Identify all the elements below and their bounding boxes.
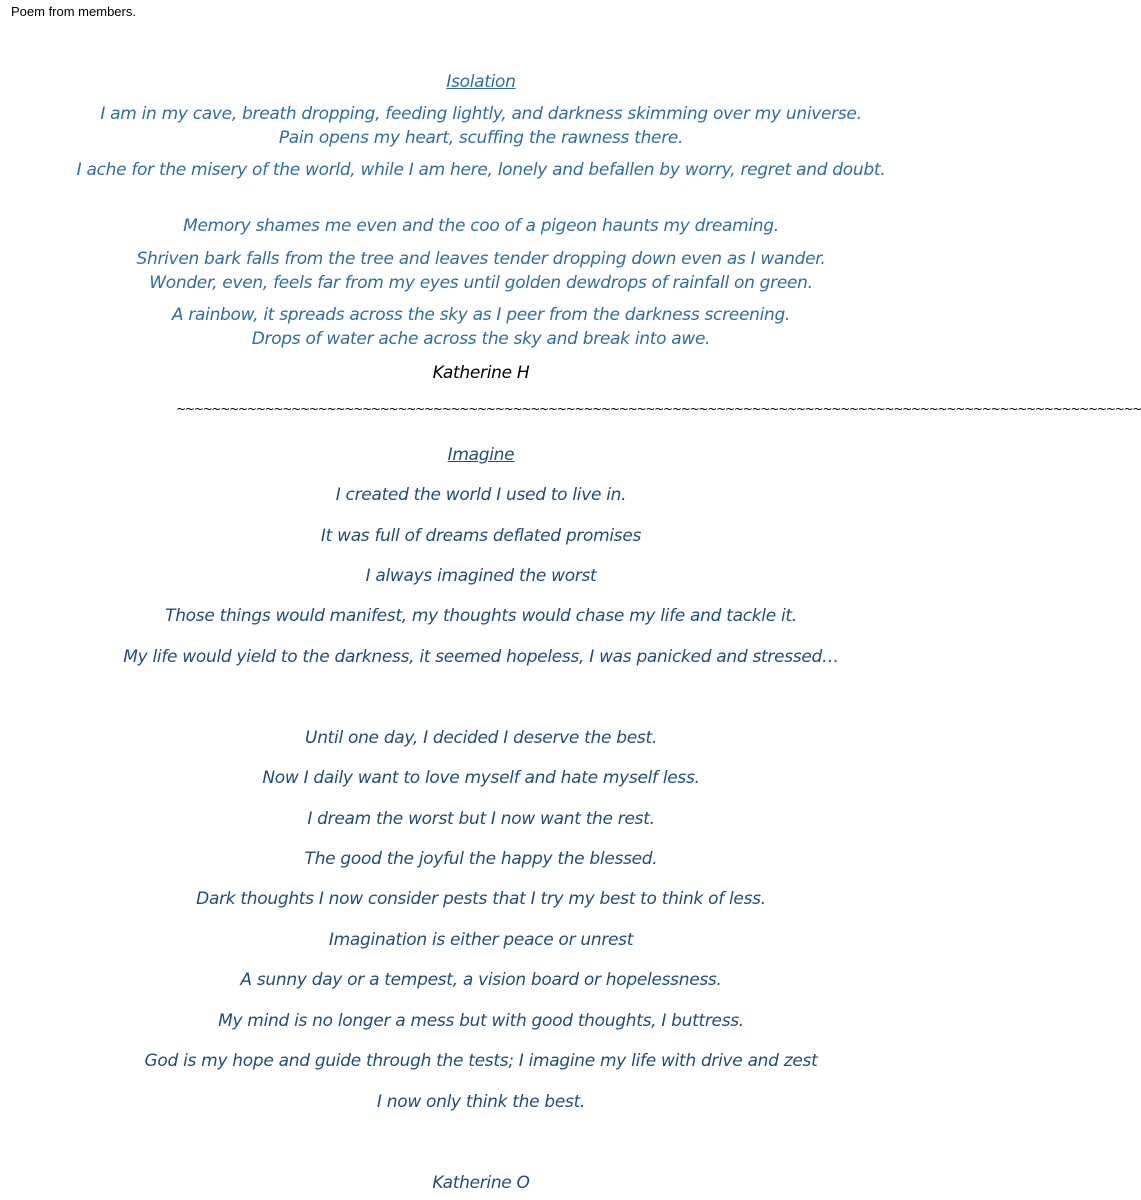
poem-line: Pain opens my heart, scuffing the rawness there. bbox=[278, 128, 684, 148]
poem-author: Katherine O bbox=[432, 1173, 530, 1193]
poem-line: Until one day, I decided I deserve the best. bbox=[305, 728, 657, 748]
poem-line: A sunny day or a tempest, a vision board or hopelessness. bbox=[240, 970, 722, 990]
poem-line: The good the joyful the happy the blessed. bbox=[304, 849, 658, 869]
poem-line: God is my hope and guide through the tests; I imagine my life with drive and zest bbox=[144, 1051, 818, 1071]
poem-title: Isolation bbox=[446, 72, 516, 92]
poem-line: I dream the worst but I now want the rest. bbox=[307, 809, 655, 829]
poem-title: Imagine bbox=[447, 445, 515, 465]
page-header: Poem from members. bbox=[11, 4, 136, 19]
poem-line: Dark thoughts I now consider pests that I try my best to think of less. bbox=[196, 889, 766, 909]
poem-line: A rainbow, it spreads across the sky as I peer from the darkness screening. bbox=[171, 305, 791, 325]
poem-line: Drops of water ache across the sky and break into awe. bbox=[251, 329, 711, 349]
poem-line: Imagination is either peace or unrest bbox=[328, 930, 634, 950]
poem-line: Memory shames me even and the coo of a pigeon haunts my dreaming. bbox=[183, 216, 779, 236]
poem-line: I created the world I used to live in. bbox=[335, 485, 627, 505]
poem-line: It was full of dreams deflated promises bbox=[320, 526, 642, 546]
poem-line: Shriven bark falls from the tree and leaves tender dropping down even as I wander. bbox=[136, 249, 826, 269]
poem-line: I always imagined the worst bbox=[365, 566, 597, 586]
poem-line: Now I daily want to love myself and hate myself less. bbox=[262, 768, 700, 788]
poem-line: Those things would manifest, my thoughts would chase my life and tackle it. bbox=[165, 606, 797, 626]
divider: ~~~~~~~~~~~~~~~~~~~~~~~~~~~~~~~~~~~~~~~~~~~~~~~~~~~~~~~~~~~~~~~~~~~~~~~~~~~~~~~~~~~~~~~~~~~~~~~~~~~~~~~~~~~~~ bbox=[176, 402, 1141, 416]
poem-line: I now only think the best. bbox=[376, 1092, 586, 1112]
poem-line: I ache for the misery of the world, while I am here, lonely and befallen by worry, regret and doubt. bbox=[76, 160, 886, 180]
poem-line: I am in my cave, breath dropping, feeding lightly, and darkness skimming over my universe. bbox=[100, 104, 862, 124]
poem-author: Katherine H bbox=[432, 363, 530, 383]
poem-line: My life would yield to the darkness, it seemed hopeless, I was panicked and stressed… bbox=[123, 647, 839, 667]
poem-line: My mind is no longer a mess but with good thoughts, I buttress. bbox=[218, 1011, 744, 1031]
poem-line: Wonder, even, feels far from my eyes until golden dewdrops of rainfall on green. bbox=[149, 273, 813, 293]
